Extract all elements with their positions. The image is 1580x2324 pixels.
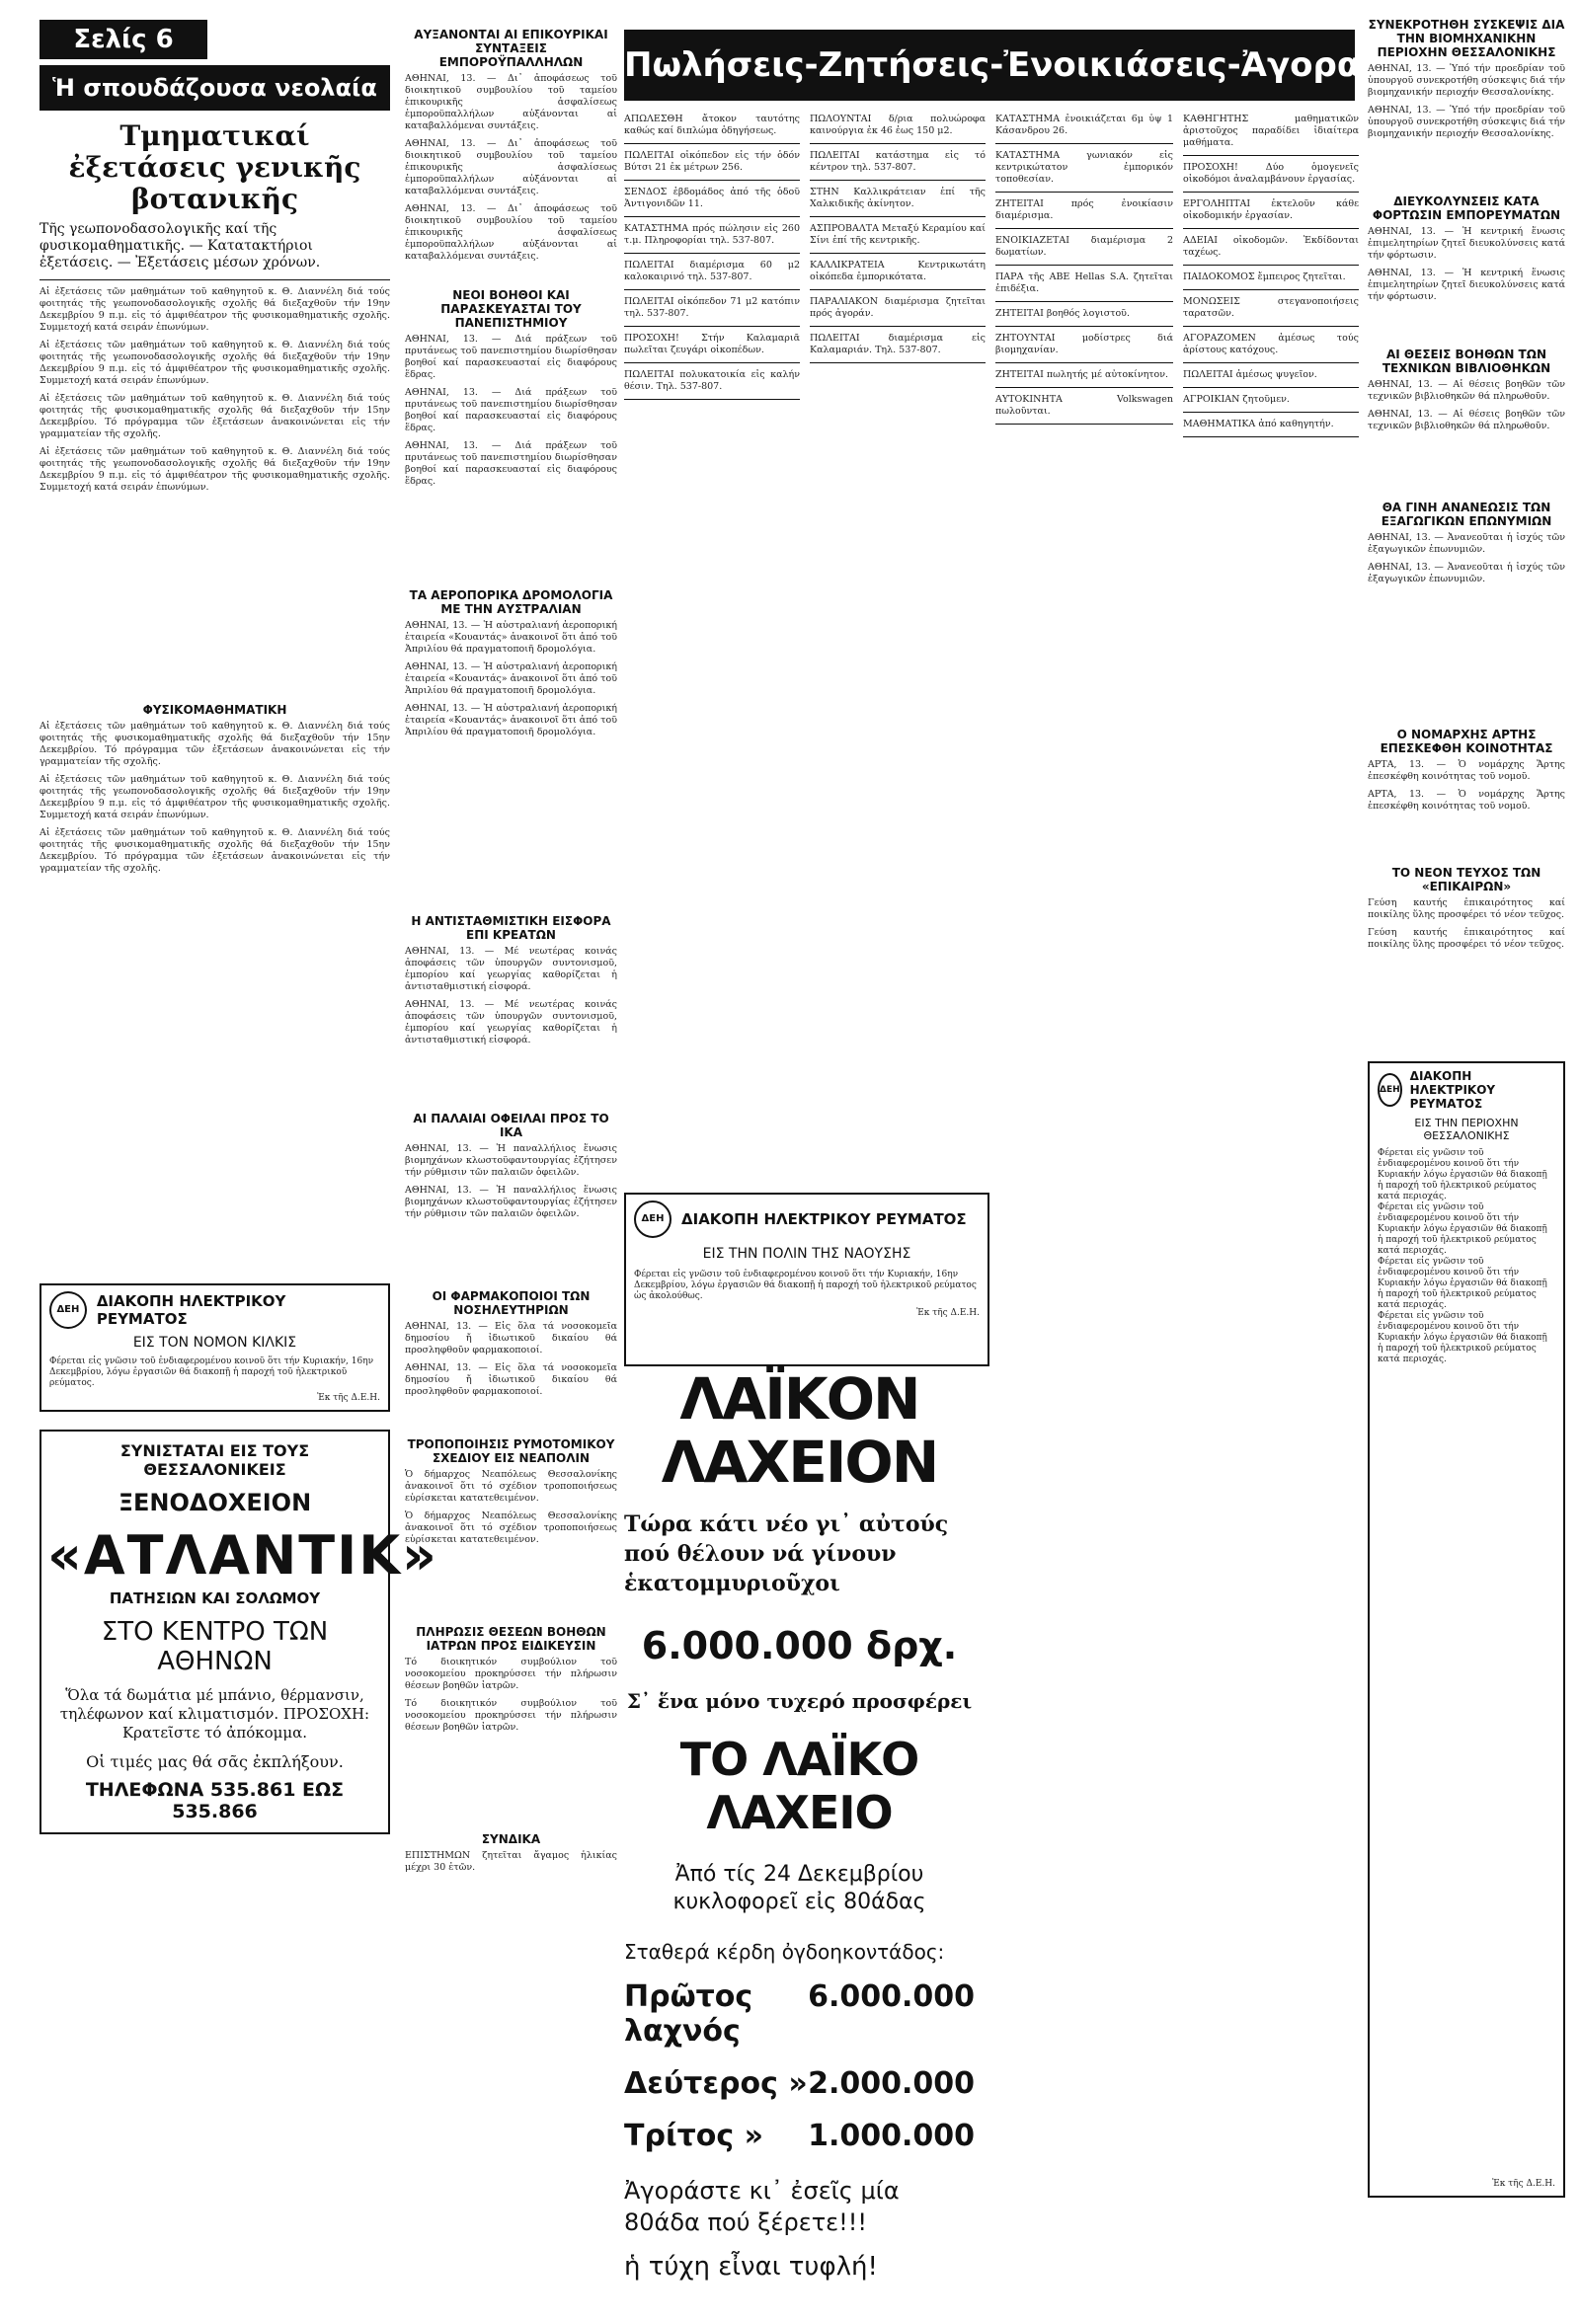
news-text: ΑΘΗΝΑΙ, 13. — Δι᾽ ἀποφάσεως τοῦ διοικητικοῦ συμβουλίου τοῦ ταμείου ἐπικουρικῆς ἀσφαλίσεως ἐμποροϋπαλλήλων αὐξάνονται αἱ καταβαλλόμεναι συντάξεις. <box>405 138 617 196</box>
news-heading: ΣΥΝΔΙΚΑ <box>481 1832 541 1846</box>
news-text: Γεύση καυτής ἐπικαιρότητος καί ποικίλης ὕλης προσφέρει τό νέον τεῦχος. <box>1368 897 1565 920</box>
news-text: ΑΘΗΝΑΙ, 13. — Μέ νεωτέρας κοινάς ἀποφάσεις τῶν ὑπουργῶν συντονισμοῦ, ἐμπορίου καί γεωργίας καθορίζεται ἡ ἀντισταθμιστική εἰσφορά. <box>405 946 617 992</box>
filler-text <box>40 721 390 1254</box>
lottery-release: Ἀπό τίς 24 Δεκεμβρίου κυκλοφορεῖ εἰς 80άδας <box>672 1862 926 1914</box>
power-text: Φέρεται εἰς γνῶσιν τοῦ ἐνδιαφερομένου κοινοῦ ὅτι τήν Κυριακήν λόγω ἐργασιῶν θά διακοπῇ ἡ παροχή τοῦ ἡλεκτρικοῦ ρεύματος κατά περιοχάς. <box>1378 1311 1547 1364</box>
classified-item: ΠΩΛΕΙΤΑΙ κατάστημα εἰς τό κέντρον τηλ. 537-807. <box>810 150 986 173</box>
power-area: ΕΙΣ ΤΗΝ ΠΕΡΙΟΧΗΝ ΘΕΣΣΑΛΟΝΙΚΗΣ <box>1414 1117 1519 1142</box>
divider <box>995 265 1173 266</box>
classified-col-4 <box>1183 114 1359 1200</box>
classified-item: ΑΓΟΡΑΖΟΜΕΝ ἀμέσως τούς ἀρίστους κατόχους. <box>1183 333 1359 355</box>
article-text: Αἱ ἐξετάσεις τῶν μαθημάτων τοῦ καθηγητοῦ κ. Θ. Διαννέλη διά τούς φοιτητάς τῆς γεωπονοδασολογικῆς σχολῆς θά διεξαχθοῦν τήν 19ην Δεκεμβρίου 9 π.μ. εἰς τό ἀμφιθέατρον τῆς φυσικομαθηματικῆς σχολῆς. Συμμετοχή κατά σειράν ἐπωνύμων. <box>40 446 390 493</box>
divider <box>40 279 390 280</box>
divider <box>810 362 986 363</box>
divider <box>624 362 800 363</box>
power-title: ΔΙΑΚΟΠΗ ΗΛΕΚΤΡΙΚΟΥ ΡΕΥΜΑΤΟΣ <box>1409 1069 1496 1111</box>
divider <box>1183 192 1359 193</box>
power-logo-icon: ΔΕΗ <box>49 1291 87 1329</box>
power-sign: Ἐκ τῆς Δ.Ε.Η. <box>317 1393 380 1403</box>
news-heading: ΠΛΗΡΩΣΙΣ ΘΕΣΕΩΝ ΒΟΗΘΩΝ ΙΑΤΡΩΝ ΠΡΟΣ ΕΙΔΙΚΕΥΣΙΝ <box>416 1625 606 1653</box>
power-text: Φέρεται εἰς γνῶσιν τοῦ ἐνδιαφερομένου κοινοῦ ὅτι τήν Κυριακήν λόγω ἐργασιῶν θά διακοπῇ ἡ παροχή τοῦ ἡλεκτρικοῦ ρεύματος κατά περιοχάς. <box>1378 1257 1547 1310</box>
news-text: ΑΘΗΝΑΙ, 13. — Ὑπό τήν προεδρίαν τοῦ ὑπουργοῦ συνεκροτήθη σύσκεψις διά τήν βιομηχανικήν περιοχήν Θεσσαλονίκης. <box>1368 63 1565 98</box>
classified-item: ΠΡΟΣΟΧΗ! Δύο ὁμογενεῖς οἰκοδόμοι ἀναλαμβάνουν ἐργασίας. <box>1183 162 1359 185</box>
classified-col-1 <box>624 114 800 1180</box>
prize-label: Πρῶτος λαχνός <box>624 1979 753 2049</box>
news-column <box>405 20 617 2310</box>
news-heading: ΤΡΟΠΟΠΟΙΗΣΙΣ ΡΥΜΟΤΟΜΙΚΟΥ ΣΧΕΔΙΟΥ ΕΙΣ ΝΕΑΠΟΛΙΝ <box>407 1437 615 1465</box>
classified-col-4-lower <box>1183 1200 1359 2305</box>
news-heading: ΤΟ ΝΕΟΝ ΤΕΥΧΟΣ ΤΩΝ «ΕΠΙΚΑΙΡΩΝ» <box>1391 866 1541 893</box>
lottery-tagline: Τώρα κάτι νέο γι᾽ αὐτούς πού θέλουν νά γίνουν ἑκατομμυριοῦχοι <box>624 1511 949 1596</box>
news-text: Ὁ δήμαρχος Νεαπόλεως Θεσσαλονίκης ἀνακοινοῖ ὅτι τό σχέδιον τροποποιήσεως εὑρίσκεται κατατεθειμένον. <box>405 1511 617 1545</box>
divider <box>1183 326 1359 327</box>
classified-item: ΚΑΤΑΣΤΗΜΑ γωνιακόν εἰς κεντρικώτατον ἐμπορικόν τοποθεσίαν. <box>995 150 1173 185</box>
news-text: ΑΘΗΝΑΙ, 13. — Εἰς ὅλα τά νοσοκομεῖα δημοσίου ἤ ἰδιωτικοῦ δικαίου θά προσληφθοῦν φαρμακοποιοί. <box>405 1321 617 1356</box>
subhead: Τῆς γεωπονοδασολογικῆς καί τῆς φυσικομαθηματικῆς. — Κατατακτήριοι ἐξετάσεις. — Ἐξετάσεις μέσων χρόνων. <box>40 221 321 271</box>
divider <box>810 326 986 327</box>
news-text: ΑΘΗΝΑΙ, 13. — Ἡ παναλλήλιος ἕνωσις βιομηχάνων κλωστοϋφαντουργίας ἐζήτησεν τήν ρύθμισιν τῶν παλαιῶν ὀφειλῶν. <box>405 1185 617 1219</box>
divider <box>995 143 1173 144</box>
classified-item: ΠΑΡΑΛΙΑΚΟΝ διαμέρισμα ζητεῖται πρός ἀγοράν. <box>810 296 986 319</box>
page-label: Σελίς 6 <box>40 20 207 59</box>
prize-row <box>624 2119 975 2153</box>
classified-item: ΕΝΟΙΚΙΑΖΕΤΑΙ διαμέρισμα 2 δωματίων. <box>995 235 1173 258</box>
classified-item: ΠΩΛΕΙΤΑΙ πολυκατοικία εἰς καλήν θέσιν. Τηλ. 537-807. <box>624 369 800 392</box>
headline: Τμηματικαί ἐξετάσεις γενικῆς βοτανικῆς <box>68 119 361 215</box>
article-text: Αἱ ἐξετάσεις τῶν μαθημάτων τοῦ καθηγητοῦ κ. Θ. Διαννέλη διά τούς φοιτητάς τῆς φυσικομαθηματικῆς σχολῆς θά διεξαχθοῦν τήν 15ην Δεκεμβρίου. Τό πρόγραμμα τῶν ἐξετάσεων ἀνακοινώνεται εἰς τήν γραμματείαν τῆς σχολῆς. <box>40 721 390 767</box>
news-heading: ΘΑ ΓΙΝΗ ΑΝΑΝΕΩΣΙΣ ΤΩΝ ΕΞΑΓΩΓΙΚΩΝ ΕΠΩΝΥΜΙΩΝ <box>1381 501 1552 528</box>
classified-item: ΠΡΟΣΟΧΗ! Στήν Καλαμαριᾶ πωλεῖται ζευγάρι οἰκοπέδων. <box>624 333 800 355</box>
news-heading: ΟΙ ΦΑΡΜΑΚΟΠΟΙΟΙ ΤΩΝ ΝΟΣΗΛΕΥΤΗΡΙΩΝ <box>432 1289 591 1317</box>
news-text: ΑΡΤΑ, 13. — Ὁ νομάρχης Ἄρτης ἐπεσκέφθη κοινότητας τοῦ νομοῦ. <box>1368 759 1565 782</box>
news-heading: ΔΙΕΥΚΟΛΥΝΣΕΙΣ ΚΑΤΑ ΦΟΡΤΩΣΙΝ ΕΜΠΟΡΕΥΜΑΤΩΝ <box>1372 194 1561 222</box>
news-text: ΑΘΗΝΑΙ, 13. — Ἡ αὐστραλιανή ἀεροπορική ἑταιρεία «Κουαντάς» ἀνακοινοῖ ὅτι ἀπό τοῦ Ἀπριλίου θά πραγματοποιῆ δρομολόγια. <box>405 703 617 737</box>
classified-item: ΚΑΘΗΓΗΤΗΣ μαθηματικῶν ἀριστοῦχος παραδίδει ἰδιαίτερα μαθήματα. <box>1183 114 1359 148</box>
classified-item: ΣΕΝΔΟΣ ἑβδομάδος ἀπό τῆς ὁδοῦ Ἀντιγονιδῶν 11. <box>624 187 800 209</box>
news-heading: ΤΑ ΑΕΡΟΠΟΡΙΚΑ ΔΡΟΜΟΛΟΓΙΑ ΜΕ ΤΗΝ ΑΥΣΤΡΑΛΙΑΝ <box>409 588 613 616</box>
news-text: ΕΠΙΣΤΗΜΩΝ ζητεῖται ἄγαμος ἡλικίας μέχρι 30 ἐτῶν. <box>405 1850 617 1873</box>
classified-item: ΖΗΤΕΙΤΑΙ πρός ἐνοικίασιν διαμέρισμα. <box>995 198 1173 221</box>
article-text: Αἱ ἐξετάσεις τῶν μαθημάτων τοῦ καθηγητοῦ κ. Θ. Διαννέλη διά τούς φοιτητάς τῆς φυσικομαθηματικῆς σχολῆς θά διεξαχθοῦν τήν 15ην Δεκεμβρίου. Τό πρόγραμμα τῶν ἐξετάσεων ἀνακοινώνεται εἰς τήν γραμματείαν τῆς σχολῆς. <box>40 393 390 439</box>
power-text: Φέρεται εἰς γνῶσιν τοῦ ἐνδιαφερομένου κοινοῦ ὅτι τήν Κυριακήν, 16ην Δεκεμβρίου, λόγω ἐργασιῶν θά διακοπῇ ἡ παροχή τοῦ ἡλεκτρικοῦ ρεύματος ὡς ἀκολούθως. <box>634 1270 977 1301</box>
news-text: ΑΘΗΝΑΙ, 13. — Μέ νεωτέρας κοινάς ἀποφάσεις τῶν ὑπουργῶν συντονισμοῦ, ἐμπορίου καί γεωργίας καθορίζεται ἡ ἀντισταθμιστική εἰσφορά. <box>405 999 617 1046</box>
classified-item: ΚΑΤΑΣΤΗΜΑ ἐνοικιάζεται 6μ ὑψ 1 Κάσανδρου 26. <box>995 114 1173 136</box>
power-title: ΔΙΑΚΟΠΗ ΗΛΕΚΤΡΙΚΟΥ ΡΕΥΜΑΤΟΣ <box>681 1210 967 1228</box>
news-text: ΑΘΗΝΑΙ, 13. — Ἡ αὐστραλιανή ἀεροπορική ἑταιρεία «Κουαντάς» ἀνακοινοῖ ὅτι ἀπό τοῦ Ἀπριλίου θά πραγματοποιῆ δρομολόγια. <box>405 661 617 696</box>
classified-item: ΖΗΤΕΙΤΑΙ βοηθός λογιστοῦ. <box>995 308 1130 319</box>
hotel-name: «ΑΤΛΑΝΤΙΚ» <box>47 1524 438 1587</box>
power-text: Φέρεται εἰς γνῶσιν τοῦ ἐνδιαφερομένου κοινοῦ ὅτι τήν Κυριακήν λόγω ἐργασιῶν θά διακοπῇ ἡ παροχή τοῦ ἡλεκτρικοῦ ρεύματος κατά περιοχάς. <box>1378 1202 1547 1256</box>
news-heading: ΑΙ ΘΕΣΕΙΣ ΒΟΗΘΩΝ ΤΩΝ ΤΕΧΝΙΚΩΝ ΒΙΒΛΙΟΘΗΚΩΝ <box>1382 348 1551 375</box>
classified-item: ΠΩΛΟΥΝΤΑΙ δ/ρια πολυώροφα καινούργια ἐκ 46 ἐως 150 μ2. <box>810 114 986 136</box>
divider <box>995 301 1173 302</box>
classified-item: ΠΩΛΕΙΤΑΙ διαμέρισμα εἰς Καλαμαριάν. Τηλ. 537-807. <box>810 333 986 355</box>
divider <box>995 362 1173 363</box>
article-text: Αἱ ἐξετάσεις τῶν μαθημάτων τοῦ καθηγητοῦ κ. Θ. Διαννέλη διά τούς φοιτητάς τῆς φυσικομαθηματικῆς σχολῆς θά διεξαχθοῦν τήν 15ην Δεκεμβρίου. Τό πρόγραμμα τῶν ἐξετάσεων ἀνακοινώνεται εἰς τήν γραμματείαν τῆς σχολῆς. <box>40 827 390 874</box>
news-text: ΑΘΗΝΑΙ, 13. — Αἱ θέσεις βοηθῶν τῶν τεχνικῶν βιβλιοθηκῶν θά πληρωθοῦν. <box>1368 379 1565 402</box>
lottery-closing: ἡ τύχη εἶναι τυφλή! <box>624 2252 878 2282</box>
lottery-ad <box>624 1367 975 2305</box>
divider <box>810 180 986 181</box>
classified-item: ΚΑΤΑΣΤΗΜΑ πρός πώλησιν εἰς 260 τ.μ. Πληροφορίαι τηλ. 537-807. <box>624 223 800 246</box>
news-text: ΑΘΗΝΑΙ, 13. — Ἀνανεοῦται ἡ ἰσχύς τῶν ἐξαγωγικῶν ἐπωνυμιῶν. <box>1368 532 1565 555</box>
section-banner: Ἡ σπουδάζουσα νεολαία <box>40 65 390 111</box>
news-heading: ΣΥΝΕΚΡΟΤΗΘΗ ΣΥΣΚΕΨΙΣ ΔΙΑ ΤΗΝ ΒΙΟΜΗΧΑΝΙΚΗΝ ΠΕΡΙΟΧΗΝ ΘΕΣΣΑΛΟΝΙΚΗΣ <box>1368 18 1565 59</box>
prize-value: 6.000.000 <box>808 1979 975 2014</box>
power-title: ΔΙΑΚΟΠΗ ΗΛΕΚΤΡΙΚΟΥ ΡΕΥΜΑΤΟΣ <box>96 1292 286 1328</box>
classified-item: ΑΥΤΟΚΙΝΗΤΑ Volkswagen πωλοῦνται. <box>995 394 1173 417</box>
news-text: ΑΘΗΝΑΙ, 13. — Ἡ αὐστραλιανή ἀεροπορική ἑταιρεία «Κουαντάς» ἀνακοινοῖ ὅτι ἀπό τοῦ Ἀπριλίου θά πραγματοποιῆ δρομολόγια. <box>405 620 617 655</box>
divider <box>624 253 800 254</box>
classified-col-2 <box>810 114 986 1180</box>
news-heading: ΑΥΞΑΝΟΝΤΑΙ ΑΙ ΕΠΙΚΟΥΡΙΚΑΙ ΣΥΝΤΑΞΕΙΣ ΕΜΠΟΡΟΫΠΑΛΛΗΛΩΝ <box>414 28 608 69</box>
news-heading: Η ΑΝΤΙΣΤΑΘΜΙΣΤΙΚΗ ΕΙΣΦΟΡΑ ΕΠΙ ΚΡΕΑΤΩΝ <box>411 914 611 942</box>
classified-item: ΑΓΡΟΙΚΙΑΝ ζητοῦμεν. <box>1183 394 1290 405</box>
divider <box>1183 362 1359 363</box>
power-notice-thessaloniki <box>1368 1061 1565 2198</box>
power-notice-naousa <box>624 1193 989 1366</box>
divider <box>1183 265 1359 266</box>
news-text: Ὁ δήμαρχος Νεαπόλεως Θεσσαλονίκης ἀνακοινοῖ ὅτι τό σχέδιον τροποποιήσεως εὑρίσκεται κατατεθειμένον. <box>405 1469 617 1504</box>
prize-label: Δεύτερος » <box>624 2066 808 2101</box>
divider <box>810 289 986 290</box>
power-logo-icon: ΔΕΗ <box>1378 1073 1402 1107</box>
news-text: ΑΘΗΝΑΙ, 13. — Ὑπό τήν προεδρίαν τοῦ ὑπουργοῦ συνεκροτήθη σύσκεψις διά τήν βιομηχανικήν περιοχήν Θεσσαλονίκης. <box>1368 105 1565 139</box>
divider <box>1183 155 1359 156</box>
news-text: ΑΘΗΝΑΙ, 13. — Δι᾽ ἀποφάσεως τοῦ διοικητικοῦ συμβουλίου τοῦ ταμείου ἐπικουρικῆς ἀσφαλίσεως ἐμποροϋπαλλήλων αὐξάνονται αἱ καταβαλλόμεναι συντάξεις. <box>405 73 617 131</box>
lottery-title: ΛΑΪΚΟΝ ΛΑΧΕΙΟΝ <box>661 1365 938 1496</box>
news-text: ΑΘΗΝΑΙ, 13. — Ἀνανεοῦται ἡ ἰσχύς τῶν ἐξαγωγικῶν ἐπωνυμιῶν. <box>1368 562 1565 584</box>
classified-item: ΠΑΙΔΟΚΟΜΟΣ ἔμπειρος ζητεῖται. <box>1183 271 1346 282</box>
news-text: Τό διοικητικόν συμβούλιον τοῦ νοσοκομείου προκηρύσσει τήν πλήρωσιν θέσεων βοηθῶν ἰατρῶν. <box>405 1657 617 1691</box>
classified-item: ΠΩΛΕΙΤΑΙ οἰκόπεδον εἰς τήν ὁδόν Βύτσι 21 ἐκ μέτρων 256. <box>624 150 800 173</box>
classified-item: ΑΠΩΛΕΣΘΗ ἄτοκον ταυτότης καθώς καί διπλώμα ὁδηγήσεως. <box>624 114 800 136</box>
news-text: ΑΘΗΝΑΙ, 13. — Διά πράξεων τοῦ πρυτάνεως τοῦ πανεπιστημίου διωρίσθησαν βοηθοί καί παρασκευασταί εἰς διαφόρους ἕδρας. <box>405 387 617 433</box>
divider <box>995 387 1173 388</box>
hotel-prices: Οἱ τιμές μας θά σᾶς ἐκπλήξουν. <box>86 1752 344 1771</box>
hotel-kind: ΞΕΝΟΔΟΧΕΙΟΝ <box>118 1489 312 1516</box>
news-text: ΑΘΗΝΑΙ, 13. — Δι᾽ ἀποφάσεως τοῦ διοικητικοῦ συμβουλίου τοῦ ταμείου ἐπικουρικῆς ἀσφαλίσεως ἐμποροϋπαλλήλων αὐξάνονται αἱ καταβαλλόμεναι συντάξεις. <box>405 203 617 262</box>
power-text: Φέρεται εἰς γνῶσιν τοῦ ἐνδιαφερομένου κοινοῦ ὅτι τήν Κυριακήν, 16ην Δεκεμβρίου, λόγω ἐργασιῶν θά διακοπῇ ἡ παροχή τοῦ ἡλεκτρικοῦ ρεύματος. <box>49 1356 374 1388</box>
lottery-cta: Ἀγοράστε κι᾽ ἐσεῖς μία 80άδα πού ξέρετε!!! <box>624 2177 900 2236</box>
prize-row <box>624 2066 975 2101</box>
power-logo-icon: ΔΕΗ <box>634 1201 672 1238</box>
classified-item: ΜΑΘΗΜΑΤΙΚΑ ἀπό καθηγητήν. <box>1183 419 1334 429</box>
divider <box>995 228 1173 229</box>
subheading: ΦΥΣΙΚΟΜΑΘΗΜΑΤΙΚΗ <box>142 703 287 717</box>
divider <box>810 253 986 254</box>
news-text: ΑΘΗΝΑΙ, 13. — Αἱ θέσεις βοηθῶν τῶν τεχνικῶν βιβλιοθηκῶν θά πληρωθοῦν. <box>1368 409 1565 431</box>
divider <box>995 424 1173 425</box>
hotel-phone: ΤΗΛΕΦΩΝΑ 535.861 ΕΩΣ 535.866 <box>85 1779 345 1822</box>
lottery-name: ΤΟ ΛΑΪΚΟ ΛΑΧΕΙΟ <box>679 1733 919 1839</box>
classified-item: ΚΑΛΛΙΚΡΑΤΕΙΑ Κεντρικωτάτη οἰκόπεδα ἐμπορικότατα. <box>810 260 986 282</box>
divider <box>1183 228 1359 229</box>
lottery-prizes-head: Σταθερά κέρδη ὀγδοηκοντάδος: <box>624 1940 945 1964</box>
lottery-amount: 6.000.000 δρχ. <box>641 1624 958 1667</box>
divider <box>624 143 800 144</box>
divider <box>810 216 986 217</box>
news-text: ΑΘΗΝΑΙ, 13. — Ἡ κεντρική ἕνωσις ἐπιμελητηρίων ζητεῖ διευκολύνσεις κατά τήν φόρτωσιν. <box>1368 268 1565 302</box>
classified-item: ΠΩΛΕΙΤΑΙ διαμέρισμα 60 μ2 καλοκαιρινό τηλ. 537-807. <box>624 260 800 282</box>
hotel-center: ΣΤΟ ΚΕΝΤΡΟ ΤΩΝ ΑΘΗΝΩΝ <box>101 1617 329 1676</box>
power-area: ΕΙΣ ΤΟΝ ΝΟΜΟΝ ΚΙΛΚΙΣ <box>132 1335 297 1351</box>
divider <box>810 143 986 144</box>
divider <box>995 326 1173 327</box>
article-text: Αἱ ἐξετάσεις τῶν μαθημάτων τοῦ καθηγητοῦ κ. Θ. Διαννέλη διά τούς φοιτητάς τῆς γεωπονοδασολογικῆς σχολῆς θά διεξαχθοῦν τήν 19ην Δεκεμβρίου 9 π.μ. εἰς τό ἀμφιθέατρον τῆς φυσικομαθηματικῆς σχολῆς. Συμμετοχή κατά σειράν ἐπωνύμων. <box>40 774 390 820</box>
divider <box>1183 289 1359 290</box>
hotel-top: ΣΥΝΙΣΤΑΤΑΙ ΕΙΣ ΤΟΥΣ ΘΕΣΣΑΛΟΝΙΚΕΙΣ <box>119 1441 310 1479</box>
divider <box>624 289 800 290</box>
classified-item: ΠΑΡΑ τῆς ΑΒΕ Hellas S.A. ζητεῖται ἐπιδέξια. <box>995 271 1173 294</box>
power-notice-kilkis <box>40 1283 390 1412</box>
prize-value: 1.000.000 <box>808 2119 975 2153</box>
classified-banner: Πωλήσεις-Ζητήσεις-Ἐνοικιάσεις-Ἀγοραί <box>624 30 1355 101</box>
classified-item: ΕΡΓΟΛΗΠΤΑΙ ἐκτελοῦν κάθε οἰκοδομικήν ἐργασίαν. <box>1183 198 1359 221</box>
right-column <box>1368 10 1565 2310</box>
divider <box>624 216 800 217</box>
power-area: ΕΙΣ ΤΗΝ ΠΟΛΙΝ ΤΗΣ ΝΑΟΥΣΗΣ <box>702 1246 911 1262</box>
divider <box>624 326 800 327</box>
news-text: Γεύση καυτής ἐπικαιρότητος καί ποικίλης ὕλης προσφέρει τό νέον τεῦχος. <box>1368 927 1565 950</box>
power-sign: Ἐκ τῆς Δ.Ε.Η. <box>1492 2179 1555 2189</box>
hotel-ad <box>40 1430 438 1834</box>
power-text: Φέρεται εἰς γνῶσιν τοῦ ἐνδιαφερομένου κοινοῦ ὅτι τήν Κυριακήν λόγω ἐργασιῶν θά διακοπῇ ἡ παροχή τοῦ ἡλεκτρικοῦ ρεύματος κατά περιοχάς. <box>1378 1148 1547 1201</box>
classified-item: ΖΗΤΕΙΤΑΙ πωλητής μέ αὐτοκίνητον. <box>995 369 1169 380</box>
hotel-address: ΠΑΤΗΣΙΩΝ ΚΑΙ ΣΟΛΩΜΟΥ <box>109 1589 321 1607</box>
power-sign: Ἐκ τῆς Δ.Ε.Η. <box>916 1308 980 1318</box>
classified-item: ΠΩΛΕΙΤΑΙ οἰκόπεδον 71 μ2 κατόπιν τηλ. 537-807. <box>624 296 800 319</box>
news-text: Τό διοικητικόν συμβούλιον τοῦ νοσοκομείου προκηρύσσει τήν πλήρωσιν θέσεων βοηθῶν ἰατρῶν. <box>405 1698 617 1733</box>
left-column <box>40 65 438 2306</box>
divider <box>995 192 1173 193</box>
prize-value: 2.000.000 <box>808 2066 975 2101</box>
prize-label: Τρίτος » <box>624 2119 763 2153</box>
prize-row <box>624 1979 975 2049</box>
classified-item: ΜΟΝΩΣΕΙΣ στεγανοποιήσεις ταρατσῶν. <box>1183 296 1359 319</box>
hotel-text: Ὅλα τά δωμάτια μέ μπάνιο, θέρμανσιν, τηλέφωνον καί κλιματισμόν. ΠΡΟΣΟΧΗ: Κρατεῖστε τό ἀπόκομμα. <box>59 1686 370 1742</box>
divider <box>1183 387 1359 388</box>
classified-col-3 <box>995 114 1173 2305</box>
divider <box>624 180 800 181</box>
news-heading: ΝΕΟΙ ΒΟΗΘΟΙ ΚΑΙ ΠΑΡΑΣΚΕΥΑΣΤΑΙ ΤΟΥ ΠΑΝΕΠΙΣΤΗΜΙΟΥ <box>440 288 582 330</box>
news-text: ΑΘΗΝΑΙ, 13. — Διά πράξεων τοῦ πρυτάνεως τοῦ πανεπιστημίου διωρίσθησαν βοηθοί καί παρασκευασταί εἰς διαφόρους ἕδρας. <box>405 440 617 487</box>
news-text: ΑΘΗΝΑΙ, 13. — Εἰς ὅλα τά νοσοκομεῖα δημοσίου ἤ ἰδιωτικοῦ δικαίου θά προσληφθοῦν φαρμακοποιοί. <box>405 1362 617 1397</box>
divider <box>1183 436 1359 437</box>
article-text: Αἱ ἐξετάσεις τῶν μαθημάτων τοῦ καθηγητοῦ κ. Θ. Διαννέλη διά τούς φοιτητάς τῆς γεωπονοδασολογικῆς σχολῆς θά διεξαχθοῦν τήν 19ην Δεκεμβρίου 9 π.μ. εἰς τό ἀμφιθέατρον τῆς φυσικομαθηματικῆς σχολῆς. Συμμετοχή κατά σειράν ἐπωνύμων. <box>40 286 390 333</box>
news-text: ΑΡΤΑ, 13. — Ὁ νομάρχης Ἄρτης ἐπεσκέφθη κοινότητας τοῦ νομοῦ. <box>1368 789 1565 812</box>
classified-item: ΠΩΛΕΙΤΑΙ ἀμέσως ψυγεῖον. <box>1183 369 1317 380</box>
divider <box>624 399 800 400</box>
classified-item: ΑΣΠΡΟΒΑΛΤΑ Μεταξύ Κεραμίου καί Σίνι ἐπί τῆς κεντρικῆς. <box>810 223 986 246</box>
article-text: Αἱ ἐξετάσεις τῶν μαθημάτων τοῦ καθηγητοῦ κ. Θ. Διαννέλη διά τούς φοιτητάς τῆς γεωπονοδασολογικῆς σχολῆς θά διεξαχθοῦν τήν 19ην Δεκεμβρίου 9 π.μ. εἰς τό ἀμφιθέατρον τῆς φυσικομαθηματικῆς σχολῆς. Συμμετοχή κατά σειράν ἐπωνύμων. <box>40 340 390 386</box>
classified-item: ΖΗΤΟΥΝΤΑΙ μοδίστρες διά βιομηχανίαν. <box>995 333 1173 355</box>
news-heading: ΑΙ ΠΑΛΑΙΑΙ ΟΦΕΙΛΑΙ ΠΡΟΣ ΤΟ ΙΚΑ <box>413 1112 609 1139</box>
news-text: ΑΘΗΝΑΙ, 13. — Ἡ κεντρική ἕνωσις ἐπιμελητηρίων ζητεῖ διευκολύνσεις κατά τήν φόρτωσιν. <box>1368 226 1565 261</box>
classified-item: ΑΔΕΙΑΙ οἰκοδομῶν. Ἐκδίδονται ταχέως. <box>1183 235 1359 258</box>
divider <box>1183 412 1359 413</box>
news-text: ΑΘΗΝΑΙ, 13. — Ἡ παναλλήλιος ἕνωσις βιομηχάνων κλωστοϋφαντουργίας ἐζήτησεν τήν ρύθμισιν τῶν παλαιῶν ὀφειλῶν. <box>405 1143 617 1178</box>
news-text: ΑΘΗΝΑΙ, 13. — Διά πράξεων τοῦ πρυτάνεως τοῦ πανεπιστημίου διωρίσθησαν βοηθοί καί παρασκευασταί εἰς διαφόρους ἕδρας. <box>405 334 617 380</box>
filler-text <box>40 340 390 695</box>
lottery-amount-sub: Σ᾽ ἕνα μόνο τυχερό προσφέρει <box>626 1689 973 1713</box>
classified-item: ΣΤΗΝ Καλλικράτειαν ἐπί τῆς Χαλκιδικῆς ἀκίνητον. <box>810 187 986 209</box>
news-heading: Ο ΝΟΜΑΡΧΗΣ ΑΡΤΗΣ ΕΠΕΣΚΕΦΘΗ ΚΟΙΝΟΤΗΤΑΣ <box>1380 728 1553 755</box>
